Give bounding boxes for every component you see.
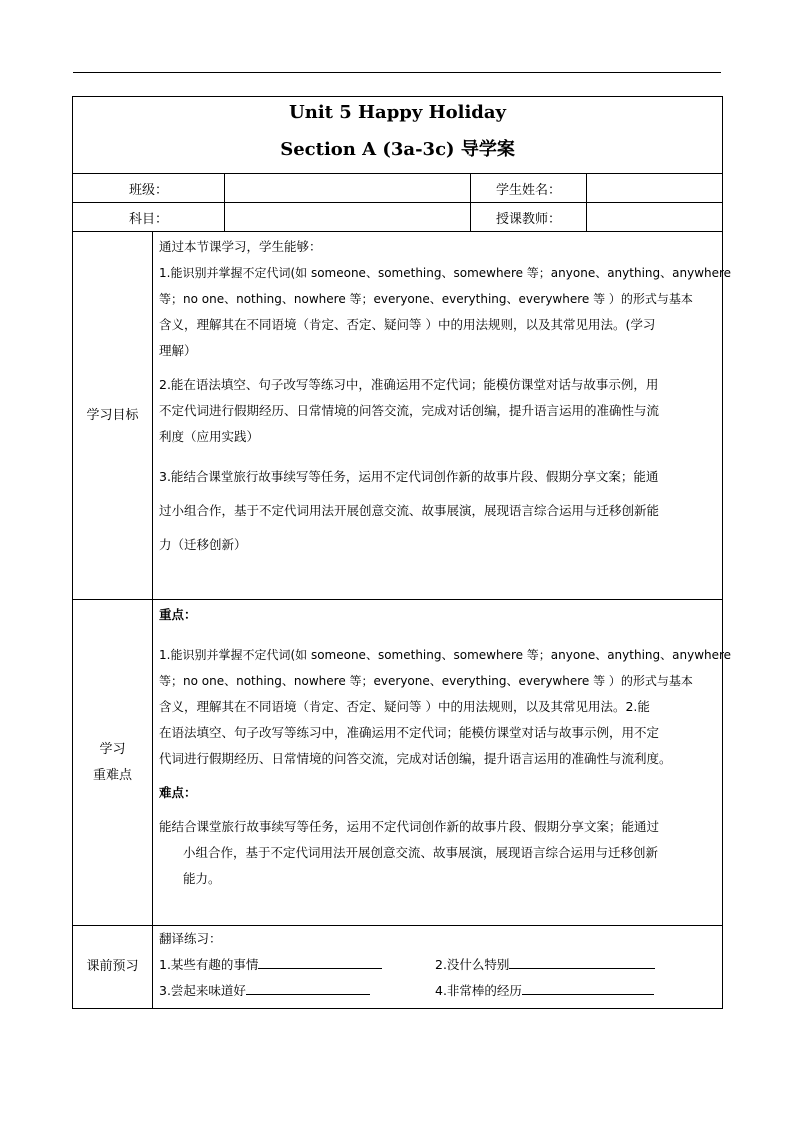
objective-1-line-1: 1.能识别并掌握不定代词(如 someone、something、somewhere 等；anyone、anything、anywhere	[159, 266, 732, 280]
key-point-line-2: 等；no one、nothing、nowhere 等；everyone、everything、everywhere 等 ）的形式与基本	[159, 674, 693, 688]
study-guide-table	[72, 96, 732, 1009]
difficult-point-line-2: 小组合作，基于不定代词用法开展创意交流、故事展演，展现语言综合运用与迁移创新	[183, 845, 659, 860]
key-points-title: 重点：	[159, 607, 197, 622]
difficult-point-line-3: 能力。	[183, 871, 221, 886]
translation-row-1	[159, 952, 716, 978]
key-point-line-5: 代词进行假期经历、日常情境的问答交流，完成对话创编，提升语言运用的准确性与流利度。	[159, 751, 672, 766]
keypoints-label-line-1: 学习	[99, 741, 126, 757]
objective-3-line-3: 力（迁移创新）	[159, 537, 247, 552]
subject-field[interactable]	[225, 203, 471, 232]
answer-blank-3[interactable]	[246, 980, 370, 995]
objective-2-line-2: 不定代词进行假期经历、日常情境的问答交流，完成对话创编，提升语言运用的准确性与流	[159, 403, 660, 418]
objective-2-line-1: 2.能在语法填空、句子改写等练习中，准确运用不定代词；能模仿课堂对话与故事示例，用	[159, 377, 659, 392]
section-title: Section A (3a-3c) 导学案	[280, 139, 515, 160]
objective-3-line-1: 3.能结合课堂旅行故事续写等任务，运用不定代词创作新的故事片段、假期分享文案；能通	[159, 469, 659, 484]
objective-1-line-3: 含义，理解其在不同语境（肯定、否定、疑问等 ）中的用法规则，以及其常见用法。(学习	[159, 317, 656, 332]
teacher-field[interactable]	[587, 203, 723, 232]
unit-title: Unit 5 Happy Holiday	[289, 102, 507, 123]
answer-blank-2[interactable]	[509, 954, 655, 969]
translation-prompt-3: 3.尝起来味道好	[159, 983, 246, 998]
student-name-field[interactable]	[587, 174, 723, 203]
teacher-label: 授课教师：	[471, 203, 587, 232]
key-point-line-1: 1.能识别并掌握不定代词(如 someone、something、somewhere 等；anyone、anything、anywhere	[159, 648, 732, 662]
subject-label: 科目：	[73, 203, 225, 232]
translation-prompt-4: 4.非常棒的经历	[435, 983, 522, 998]
objectives-intro: 通过本节课学习，学生能够：	[159, 239, 322, 254]
answer-blank-4[interactable]	[522, 980, 654, 995]
translation-heading: 翻译练习：	[159, 931, 222, 946]
student-name-label: 学生姓名：	[471, 174, 587, 203]
header-rule	[73, 72, 721, 73]
title-cell	[73, 97, 723, 174]
objective-3-line-2: 过小组合作，基于不定代词用法开展创意交流、故事展演，展现语言综合运用与迁移创新能	[159, 503, 660, 518]
preview-label: 课前预习	[73, 926, 153, 1009]
class-label: 班级：	[73, 174, 225, 203]
translation-prompt-2: 2.没什么特别	[435, 957, 510, 972]
key-point-line-4: 在语法填空、句子改写等练习中，准确运用不定代词；能模仿课堂对话与故事示例，用不定	[159, 725, 660, 740]
objective-1-line-4: 理解）	[159, 343, 197, 358]
keypoints-label	[73, 600, 153, 926]
translation-prompt-1: 1.某些有趣的事情	[159, 957, 259, 972]
difficult-point-line-1: 能结合课堂旅行故事续写等任务，运用不定代词创作新的故事片段、假期分享文案；能通过	[159, 819, 660, 834]
translation-item-3	[159, 978, 435, 1004]
key-point-line-3: 含义，理解其在不同语境（肯定、否定、疑问等 ）中的用法规则，以及其常见用法。2.能	[159, 699, 650, 714]
keypoints-label-line-2: 重难点	[92, 767, 132, 783]
objectives-content	[153, 232, 732, 600]
translation-row-2	[159, 978, 716, 1004]
preview-content	[153, 926, 723, 1009]
translation-item-2	[435, 952, 655, 978]
answer-blank-1[interactable]	[258, 954, 382, 969]
translation-item-4	[435, 978, 654, 1004]
keypoints-content	[153, 600, 732, 926]
objective-2-line-3: 利度（应用实践）	[159, 429, 260, 444]
translation-item-1	[159, 952, 435, 978]
objective-1-line-2: 等；no one、nothing、nowhere 等；everyone、everything、everywhere 等 ）的形式与基本	[159, 292, 693, 306]
difficult-points-title: 难点：	[159, 785, 197, 800]
class-field[interactable]	[225, 174, 471, 203]
objectives-label: 学习目标	[73, 232, 153, 600]
